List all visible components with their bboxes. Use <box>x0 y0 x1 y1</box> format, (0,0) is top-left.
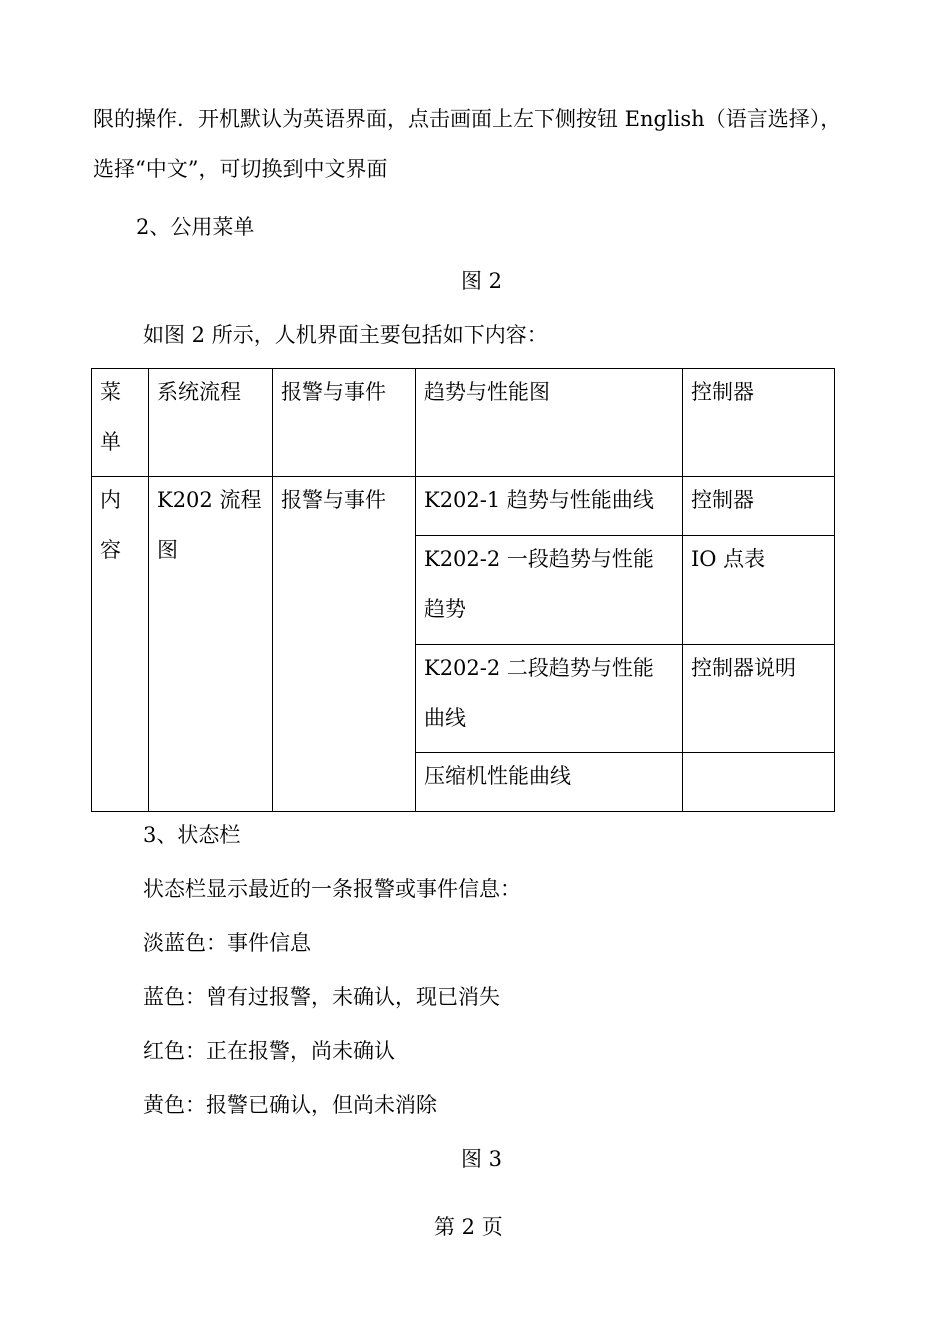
controller-cell: IO 点表 <box>683 536 835 645</box>
menu-table <box>91 368 835 812</box>
intro-line-1: 限的操作．开机默认为英语界面，点击画面上左下侧按钮 English（语言选择）， <box>93 107 842 131</box>
header-cell-trends: 趋势与性能图 <box>416 369 683 477</box>
status-item-light-blue: 淡蓝色：事件信息 <box>143 931 311 955</box>
figure-3-caption: 图 3 <box>461 1147 503 1171</box>
header-cell-alarm: 报警与事件 <box>273 369 416 477</box>
controller-cell: 控制器 <box>683 477 835 536</box>
status-item-yellow: 黄色：报警已确认，但尚未消除 <box>143 1093 437 1117</box>
section-3-heading: 3、状态栏 <box>143 823 241 847</box>
page-number: 第 2 页 <box>434 1215 503 1239</box>
controller-cell <box>683 753 835 812</box>
controller-cell: 控制器说明 <box>683 645 835 753</box>
system-flow-cell: K202 流程图 <box>149 477 273 812</box>
status-item-red: 红色：正在报警，尚未确认 <box>143 1039 395 1063</box>
section-2-heading: 2、公用菜单 <box>136 215 255 239</box>
trend-cell: K202-2 二段趋势与性能曲线 <box>416 645 683 753</box>
row-label-content: 内容 <box>92 477 149 812</box>
intro-line-2: 选择“中文”，可切换到中文界面 <box>93 157 388 181</box>
header-cell-menu: 菜单 <box>92 369 149 477</box>
table-header-row <box>92 369 835 477</box>
trend-cell: K202-1 趋势与性能曲线 <box>416 477 683 536</box>
figure-2-caption: 图 2 <box>461 269 503 293</box>
trend-cell: 压缩机性能曲线 <box>416 753 683 812</box>
alarm-cell: 报警与事件 <box>273 477 416 812</box>
trend-cell: K202-2 一段趋势与性能趋势 <box>416 536 683 645</box>
status-item-blue: 蓝色：曾有过报警，未确认，现已消失 <box>143 985 500 1009</box>
section-2-description: 如图 2 所示，人机界面主要包括如下内容： <box>143 323 548 347</box>
section-3-description: 状态栏显示最近的一条报警或事件信息： <box>143 877 521 901</box>
table-row <box>92 477 835 536</box>
header-cell-system-flow: 系统流程 <box>149 369 273 477</box>
header-cell-controller: 控制器 <box>683 369 835 477</box>
